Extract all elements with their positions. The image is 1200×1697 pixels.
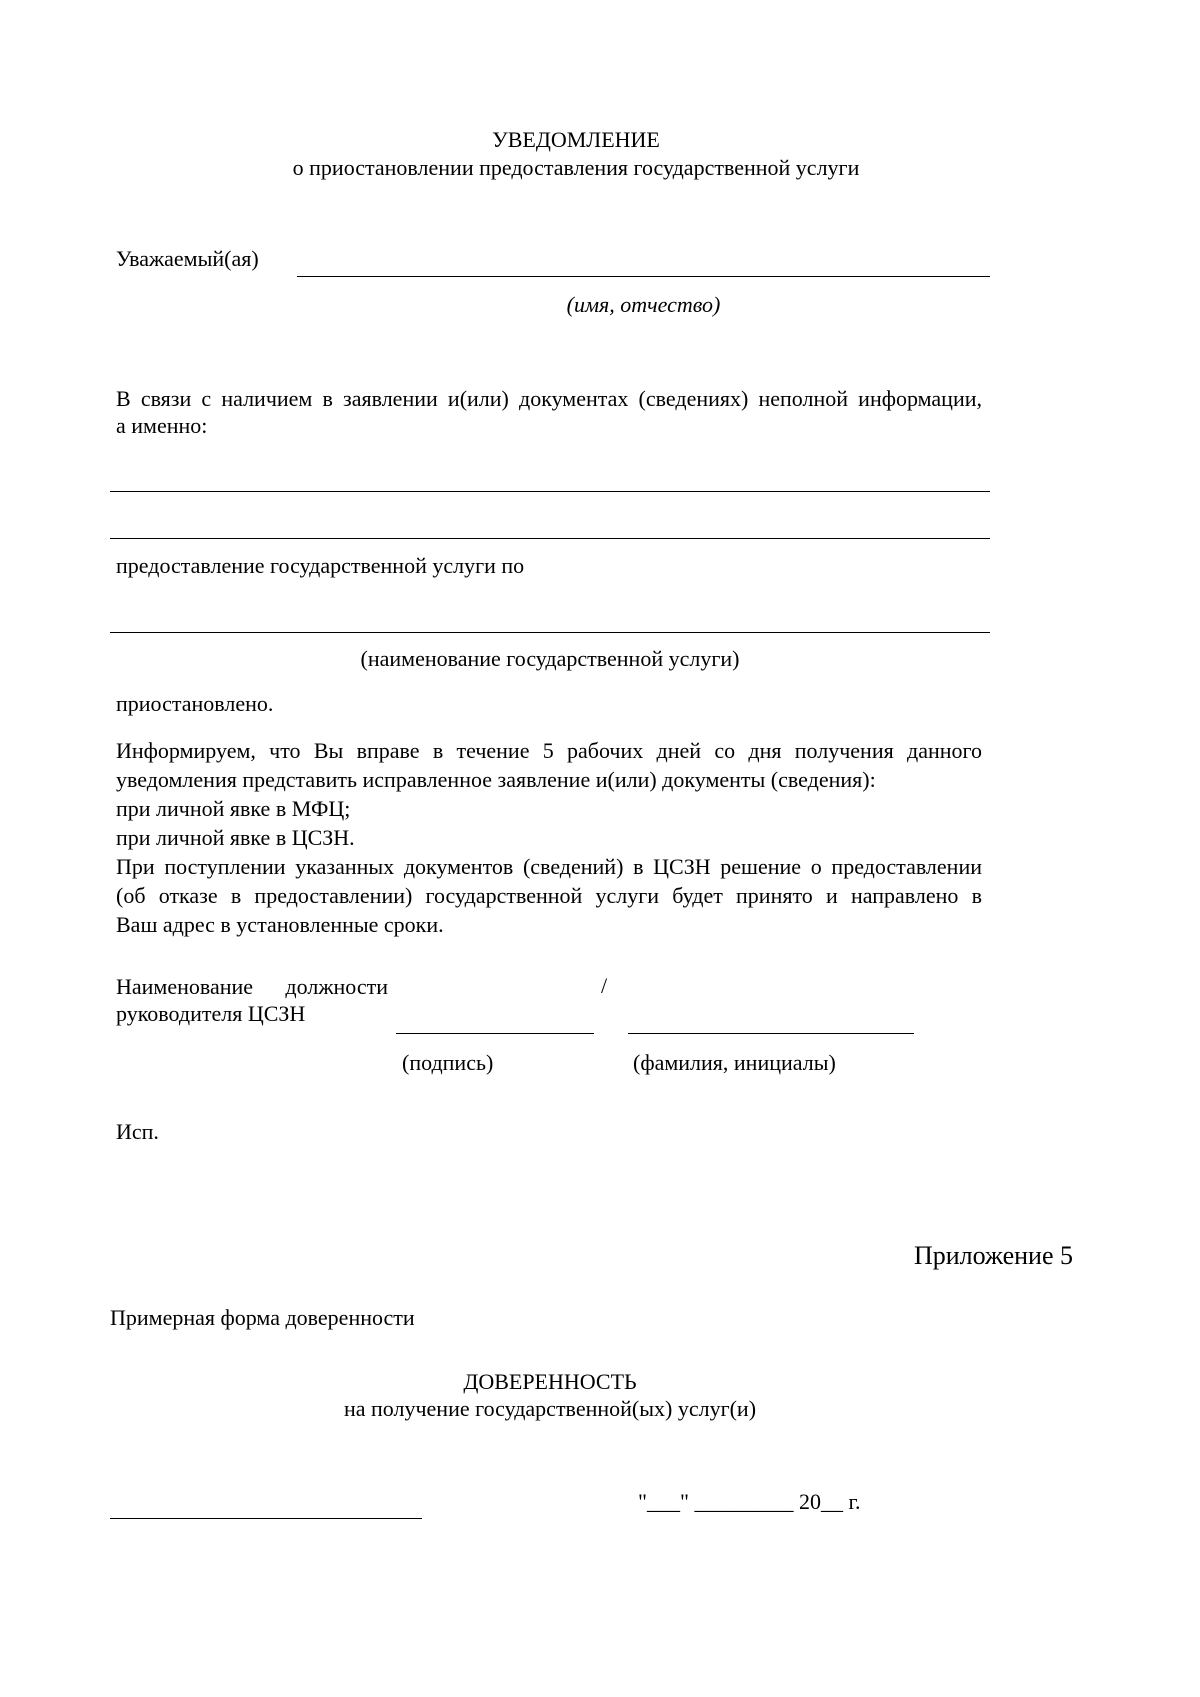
signature-caption: (подпись): [402, 1050, 494, 1075]
executor-label: Исп.: [116, 1119, 159, 1144]
info-line: уведомления представить исправленное заявление и(или) документы (сведения):: [116, 767, 876, 792]
form-caption: Примерная форма доверенности: [110, 1305, 415, 1330]
info-paragraph: [116, 736, 982, 939]
reason-field-line-2: [110, 538, 990, 539]
info-line: Информируем, что Вы вправе в течение 5 рабочих дней со дня получения данного: [116, 738, 982, 763]
info-line: Ваш адрес в установленные сроки.: [116, 912, 444, 937]
signature-line: [396, 1033, 594, 1034]
power-of-attorney-subtitle: на получение государственной(ых) услуг(и): [343, 1396, 757, 1421]
service-field-line: [110, 632, 990, 633]
info-line: при личной явке в ЦСЗН.: [116, 825, 355, 850]
service-prefix: предоставление государственной услуги по: [116, 553, 525, 578]
info-line: при личной явке в МФЦ;: [116, 796, 351, 821]
place-field-line: [110, 1518, 422, 1519]
appendix-label: Приложение 5: [913, 1241, 1073, 1270]
suspended-text: приостановлено.: [116, 691, 274, 716]
service-caption: (наименование государственной услуги): [360, 646, 740, 671]
position-label-line2: руководителя ЦСЗН: [116, 1001, 306, 1026]
date-field: "___" _________ 20__ г.: [638, 1489, 861, 1514]
position-label-line1: Наименование должности: [116, 974, 388, 999]
notice-title: УВЕДОМЛЕНИЕ: [492, 127, 660, 152]
name-field-line: [297, 276, 990, 277]
fio-caption: (фамилия, инициалы): [633, 1050, 836, 1075]
info-line: (об отказе в предоставлении) государственной услуги будет принято и направлено в: [116, 883, 982, 908]
reason-text-line1: В связи с наличием в заявлении и(или) документах (сведениях) неполной информации,: [116, 386, 982, 411]
power-of-attorney-title: ДОВЕРЕННОСТЬ: [463, 1369, 637, 1394]
salutation-label: Уважаемый(ая): [116, 246, 259, 271]
signature-slash: /: [601, 973, 608, 998]
name-caption: (имя, отчество): [566, 292, 721, 317]
notice-subtitle: о приостановлении предоставления государственной услуги: [292, 155, 860, 180]
reason-field-line-1: [110, 491, 990, 492]
fio-line: [628, 1033, 914, 1034]
reason-text-line2: а именно:: [116, 413, 208, 438]
info-line: При поступлении указанных документов (сведений) в ЦСЗН решение о предоставлении: [116, 854, 982, 879]
